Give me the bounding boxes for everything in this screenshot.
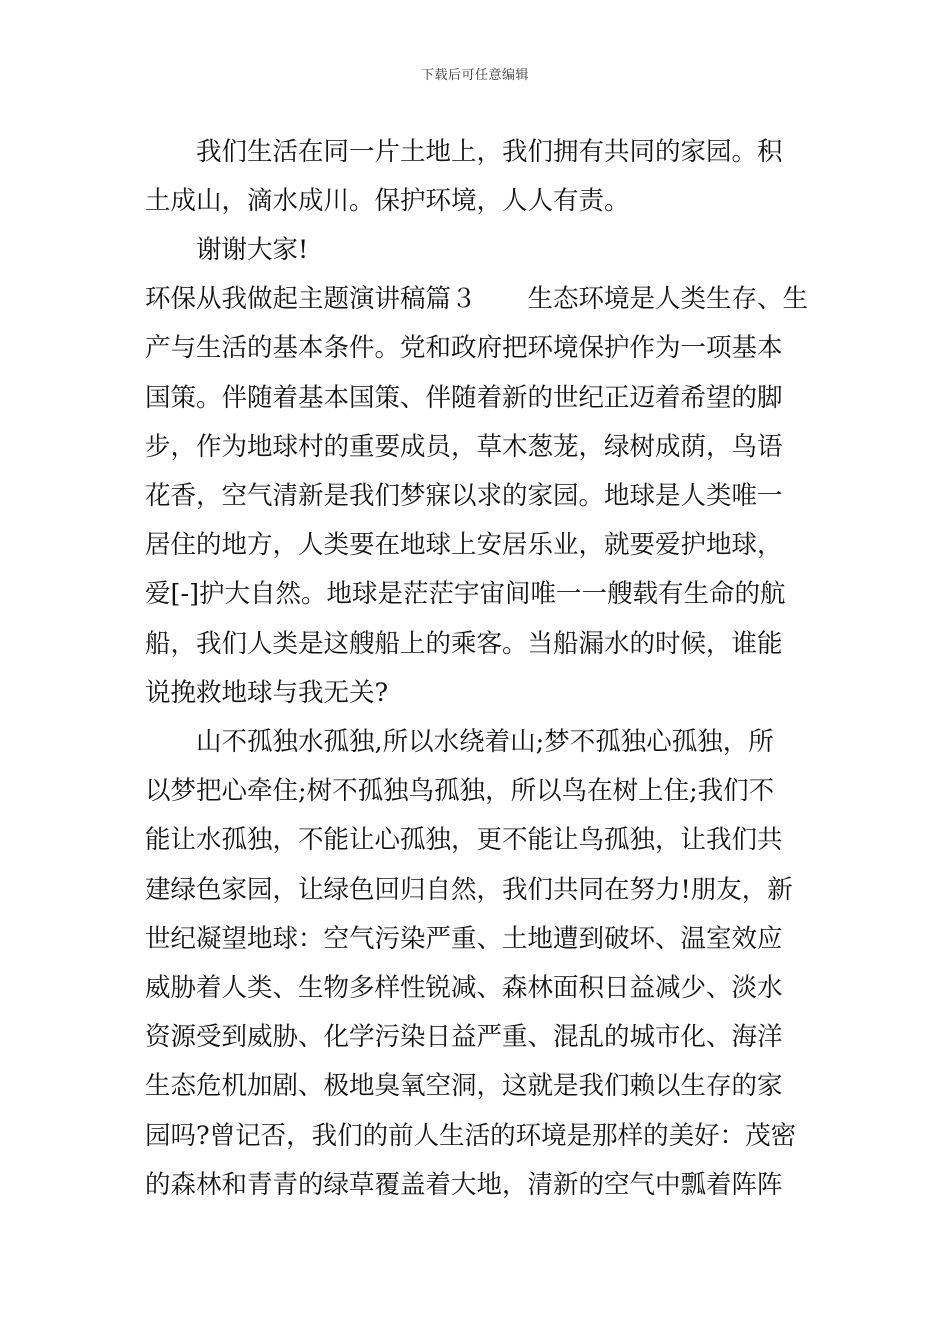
text-line: 威胁着人类、生物多样性锐减、森林面积日益减少、淡水 — [145, 973, 783, 1003]
text-line: 能让水孤独，不能让心孤独，更不能让鸟孤独，让我们共 — [145, 825, 783, 855]
text-line: 的森林和青青的绿草覆盖着大地，清新的空气中瓢着阵阵 — [145, 1170, 783, 1200]
text-line: 说挽救地球与我无关? — [145, 678, 389, 708]
text-line: 资源受到威胁、化学污染日益严重、混乱的城市化、海洋 — [145, 1022, 783, 1052]
text-line: 产与生活的基本条件。党和政府把环境保护作为一项基本 — [145, 333, 783, 363]
text-line: 山不孤独水孤独,所以水绕着山;梦不孤独心孤独，所 — [196, 727, 774, 757]
section-heading-line: 环保从我做起主题演讲稿篇３ 生态环境是人类生存、生 — [145, 284, 809, 314]
text-line: 土成山，滴水成川。保护环境，人人有责。 — [145, 186, 630, 216]
text-line: 园吗?曾记否，我们的前人生活的环境是那样的美好：茂密 — [145, 1121, 797, 1151]
text-line: 世纪凝望地球：空气污染严重、土地遭到破坏、温室效应 — [145, 924, 783, 954]
text-line: 居住的地方，人类要在地球上安居乐业，就要爱护地球， — [145, 530, 783, 560]
text-line: 船，我们人类是这艘船上的乘客。当船漏水的时候，谁能 — [145, 629, 783, 659]
page-header: 下载后可任意编辑 — [420, 68, 529, 83]
text-line: 我们生活在同一片土地上，我们拥有共同的家园。积 — [196, 137, 783, 167]
text-line: 以梦把心牵住;树不孤独鸟孤独，所以鸟在树上住;我们不 — [145, 776, 775, 806]
text-line: 国策。伴随着基本国策、伴随着新的世纪正迈着希望的脚 — [145, 383, 783, 413]
text-line: 建绿色家园，让绿色回归自然，我们共同在努力!朋友，新 — [145, 875, 793, 905]
text-line: 谢谢大家! — [196, 235, 309, 265]
text-line: 步，作为地球村的重要成员，草木葱茏，绿树成荫，鸟语 — [145, 432, 783, 462]
text-line: 爱[-]护大自然。地球是茫茫宇宙间唯一一艘载有生命的航 — [145, 579, 786, 609]
text-line: 生态危机加剧、极地臭氧空洞，这就是我们赖以生存的家 — [145, 1071, 783, 1101]
text-line: 花香，空气清新是我们梦寐以求的家园。地球是人类唯一 — [145, 481, 783, 511]
